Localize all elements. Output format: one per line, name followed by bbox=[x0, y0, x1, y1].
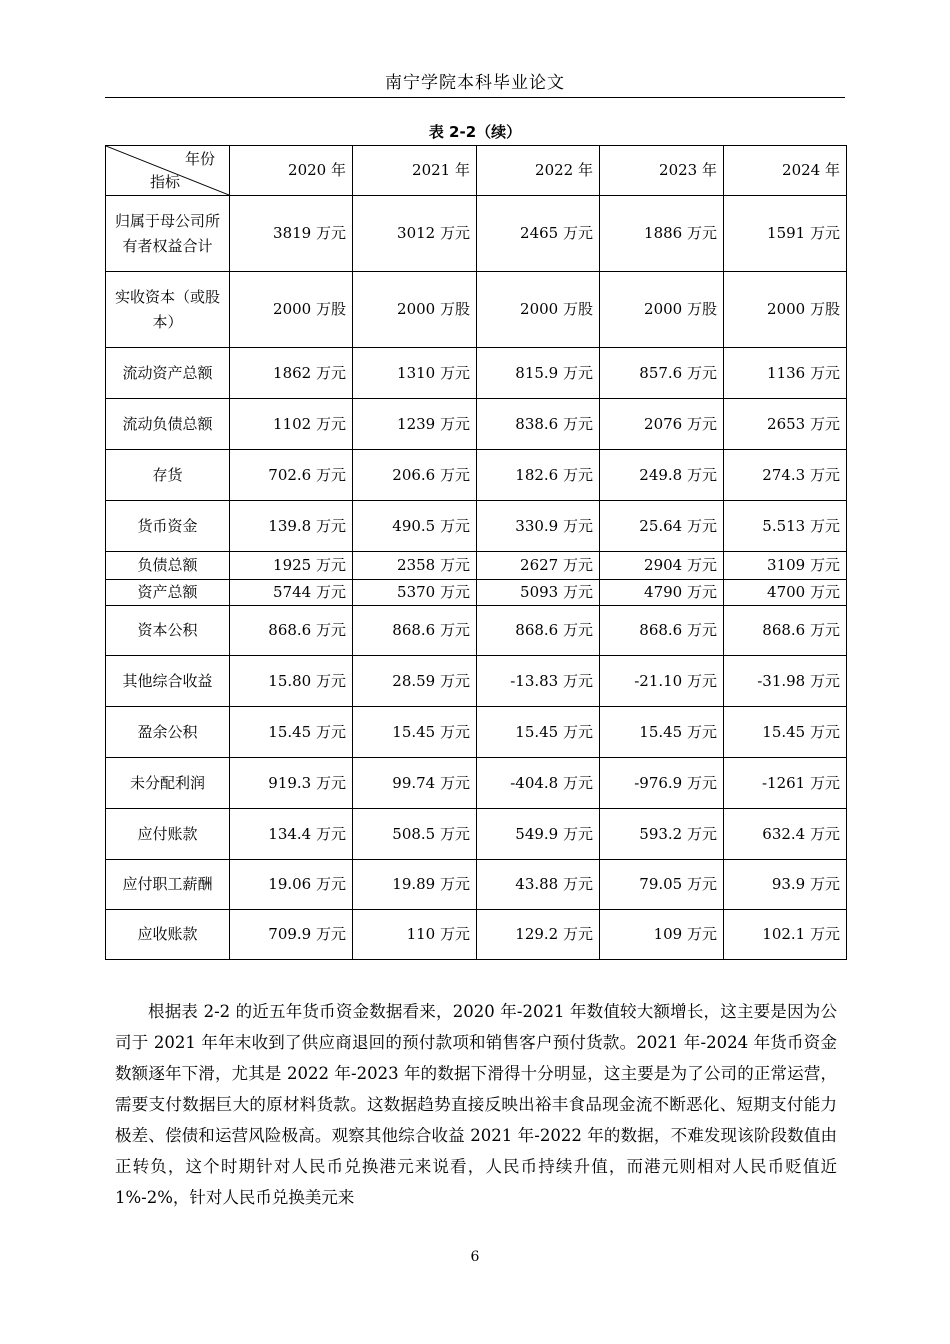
table-cell: 3012 万元 bbox=[353, 196, 477, 272]
table-cell: -404.8 万元 bbox=[477, 758, 600, 809]
page-number: 6 bbox=[470, 1249, 480, 1265]
year-header: 2020 年 bbox=[230, 146, 353, 196]
table-row bbox=[106, 501, 847, 552]
table-row bbox=[106, 450, 847, 501]
table-cell: 2465 万元 bbox=[477, 196, 600, 272]
page-header-title: 南宁学院本科毕业论文 bbox=[385, 73, 565, 93]
table-cell: 99.74 万元 bbox=[353, 758, 477, 809]
table-cell: 43.88 万元 bbox=[477, 860, 600, 910]
table-row bbox=[106, 758, 847, 809]
table-cell: 4700 万元 bbox=[724, 580, 847, 606]
table-cell: 490.5 万元 bbox=[353, 501, 477, 552]
row-label: 归属于母公司所有者权益合计 bbox=[106, 196, 230, 272]
table-cell: 2000 万股 bbox=[724, 272, 847, 348]
row-label: 资本公积 bbox=[106, 606, 230, 656]
table-row bbox=[106, 399, 847, 450]
table-cell: 2904 万元 bbox=[600, 552, 724, 580]
row-label: 存货 bbox=[106, 450, 230, 501]
body-text bbox=[115, 996, 837, 1213]
table-cell: 2000 万股 bbox=[600, 272, 724, 348]
table-cell: 868.6 万元 bbox=[230, 606, 353, 656]
table-row bbox=[106, 580, 847, 606]
table-cell: -13.83 万元 bbox=[477, 656, 600, 707]
table-cell: 25.64 万元 bbox=[600, 501, 724, 552]
table-cell: 549.9 万元 bbox=[477, 809, 600, 860]
table-cell: 79.05 万元 bbox=[600, 860, 724, 910]
table-cell: 919.3 万元 bbox=[230, 758, 353, 809]
table-cell: -1261 万元 bbox=[724, 758, 847, 809]
table-cell: 1102 万元 bbox=[230, 399, 353, 450]
table-cell: 19.89 万元 bbox=[353, 860, 477, 910]
table-cell: 249.8 万元 bbox=[600, 450, 724, 501]
table-cell: 1925 万元 bbox=[230, 552, 353, 580]
table-cell: 182.6 万元 bbox=[477, 450, 600, 501]
table-cell: -21.10 万元 bbox=[600, 656, 724, 707]
table-row bbox=[106, 707, 847, 758]
table-row bbox=[106, 552, 847, 580]
table-cell: 4790 万元 bbox=[600, 580, 724, 606]
table-cell: 1239 万元 bbox=[353, 399, 477, 450]
table-row bbox=[106, 196, 847, 272]
row-label: 流动资产总额 bbox=[106, 348, 230, 399]
table-cell: 15.45 万元 bbox=[600, 707, 724, 758]
year-header: 2023 年 bbox=[600, 146, 724, 196]
table-cell: 2653 万元 bbox=[724, 399, 847, 450]
table-cell: 868.6 万元 bbox=[600, 606, 724, 656]
table-cell: 102.1 万元 bbox=[724, 910, 847, 960]
table-cell: 2358 万元 bbox=[353, 552, 477, 580]
table-row bbox=[106, 272, 847, 348]
table-cell: 1862 万元 bbox=[230, 348, 353, 399]
table-cell: 330.9 万元 bbox=[477, 501, 600, 552]
row-label: 盈余公积 bbox=[106, 707, 230, 758]
table-cell: 3819 万元 bbox=[230, 196, 353, 272]
row-label: 负债总额 bbox=[106, 552, 230, 580]
table-cell: 5.513 万元 bbox=[724, 501, 847, 552]
table-row bbox=[106, 809, 847, 860]
table-cell: 28.59 万元 bbox=[353, 656, 477, 707]
table-cell: 2000 万股 bbox=[353, 272, 477, 348]
table-cell: 868.6 万元 bbox=[477, 606, 600, 656]
corner-diagonal-cell bbox=[106, 146, 230, 196]
table-cell: 3109 万元 bbox=[724, 552, 847, 580]
row-label: 其他综合收益 bbox=[106, 656, 230, 707]
table-cell: 2000 万股 bbox=[230, 272, 353, 348]
corner-year-label: 年份 bbox=[184, 150, 215, 168]
row-label: 实收资本（或股本） bbox=[106, 272, 230, 348]
table-cell: 709.9 万元 bbox=[230, 910, 353, 960]
table-cell: 15.80 万元 bbox=[230, 656, 353, 707]
table-body bbox=[106, 196, 847, 960]
table-cell: 110 万元 bbox=[353, 910, 477, 960]
table-cell: 5093 万元 bbox=[477, 580, 600, 606]
financial-indicators-table bbox=[105, 145, 847, 960]
table-cell: 593.2 万元 bbox=[600, 809, 724, 860]
table-cell: 274.3 万元 bbox=[724, 450, 847, 501]
table-cell: 15.45 万元 bbox=[353, 707, 477, 758]
table-cell: 702.6 万元 bbox=[230, 450, 353, 501]
table-cell: 2076 万元 bbox=[600, 399, 724, 450]
table-cell: 868.6 万元 bbox=[353, 606, 477, 656]
table-cell: 1310 万元 bbox=[353, 348, 477, 399]
table-cell: -31.98 万元 bbox=[724, 656, 847, 707]
table-cell: 2627 万元 bbox=[477, 552, 600, 580]
table-cell: 139.8 万元 bbox=[230, 501, 353, 552]
table-row bbox=[106, 860, 847, 910]
table-cell: 1886 万元 bbox=[600, 196, 724, 272]
row-label: 资产总额 bbox=[106, 580, 230, 606]
year-header: 2021 年 bbox=[353, 146, 477, 196]
table-cell: 632.4 万元 bbox=[724, 809, 847, 860]
table-cell: 15.45 万元 bbox=[477, 707, 600, 758]
table-cell: 19.06 万元 bbox=[230, 860, 353, 910]
table-cell: 508.5 万元 bbox=[353, 809, 477, 860]
table-cell: 1591 万元 bbox=[724, 196, 847, 272]
table-header-row bbox=[106, 146, 847, 196]
table-cell: 1136 万元 bbox=[724, 348, 847, 399]
table-cell: 5744 万元 bbox=[230, 580, 353, 606]
table-caption: 表 2-2（续） bbox=[428, 123, 522, 141]
table-row bbox=[106, 656, 847, 707]
table-cell: 15.45 万元 bbox=[724, 707, 847, 758]
row-label: 流动负债总额 bbox=[106, 399, 230, 450]
table-cell: 206.6 万元 bbox=[353, 450, 477, 501]
body-paragraph: 根据表 2-2 的近五年货币资金数据看来，2020 年-2021 年数值较大额增长，这主要是因为公司于 2021 年年末收到了供应商退回的预付款项和销售客户预付货款。2021 年-2024 年货币资金数额逐年下滑，尤其是 2022 年-2023 年的数据下滑得十分明显，这主要是为了公司的正常运营，需要支付数据巨大的原材料货款。这数据趋势直接反映出裕丰食品现金流不断恶化、短期支付能力极差、偿债和运营风险极高。观察其他综合收益 2021 年-2022 年的数据，不难发现该阶段数值由正转负，这个时期针对人民币兑换港元来说看，人民币持续升值，而港元则相对人民币贬值近 1%-2%，针对人民币兑换美元来 bbox=[115, 1002, 837, 1207]
row-label: 应付职工薪酬 bbox=[106, 860, 230, 910]
table-cell: 838.6 万元 bbox=[477, 399, 600, 450]
table-cell: 109 万元 bbox=[600, 910, 724, 960]
table-row bbox=[106, 606, 847, 656]
row-label: 货币资金 bbox=[106, 501, 230, 552]
table-cell: 857.6 万元 bbox=[600, 348, 724, 399]
table-cell: 134.4 万元 bbox=[230, 809, 353, 860]
table-cell: -976.9 万元 bbox=[600, 758, 724, 809]
table-cell: 815.9 万元 bbox=[477, 348, 600, 399]
table-row bbox=[106, 910, 847, 960]
row-label: 未分配利润 bbox=[106, 758, 230, 809]
table-row bbox=[106, 348, 847, 399]
table-cell: 93.9 万元 bbox=[724, 860, 847, 910]
table-cell: 15.45 万元 bbox=[230, 707, 353, 758]
year-header: 2022 年 bbox=[477, 146, 600, 196]
table-cell: 868.6 万元 bbox=[724, 606, 847, 656]
table-cell: 2000 万股 bbox=[477, 272, 600, 348]
row-label: 应付账款 bbox=[106, 809, 230, 860]
row-label: 应收账款 bbox=[106, 910, 230, 960]
corner-indicator-label: 指标 bbox=[150, 173, 181, 191]
year-header: 2024 年 bbox=[724, 146, 847, 196]
header-divider bbox=[105, 97, 845, 98]
table-cell: 129.2 万元 bbox=[477, 910, 600, 960]
table-cell: 5370 万元 bbox=[353, 580, 477, 606]
